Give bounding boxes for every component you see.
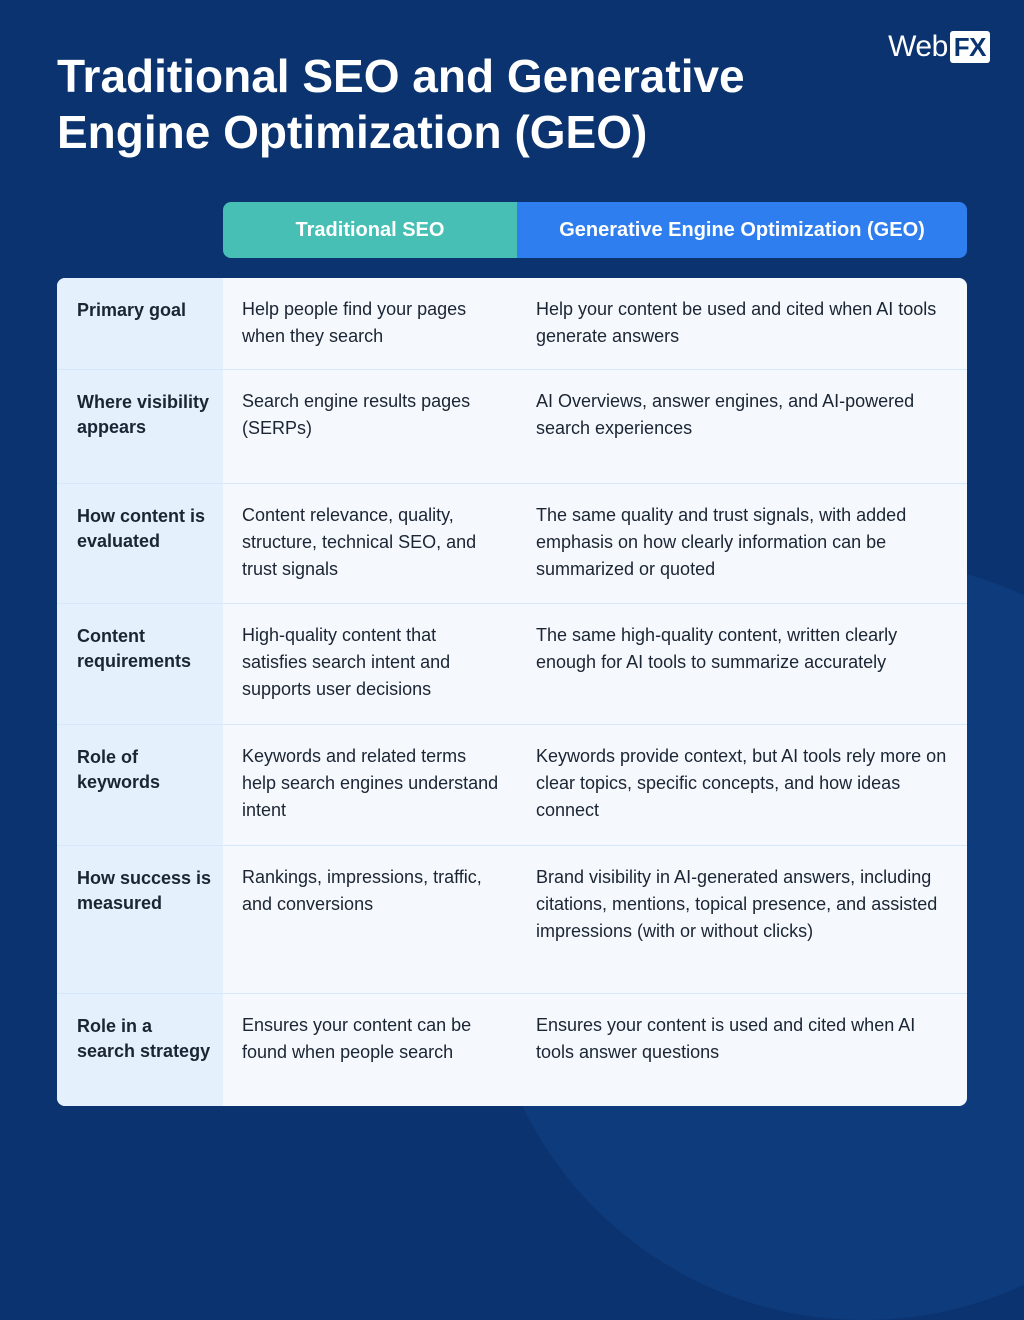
seo-cell: Keywords and related terms help search engines understand intent [242,746,499,820]
seo-cell: Ensures your content can be found when people search [242,1015,472,1062]
geo-cell: Ensures your content is used and cited when AI tools answer questions [536,1015,916,1062]
row-label: Primary goal [57,278,223,369]
seo-cell: Rankings, impressions, traffic, and conversions [242,867,482,914]
page-title: Traditional SEO and Generative Engine Optimization (GEO) [57,50,745,158]
geo-cell: The same high-quality content, written clearly enough for AI tools to summarize accurately [536,625,898,672]
seo-cell: Content relevance, quality, structure, technical SEO, and trust signals [242,505,477,579]
logo-fx-badge: FX [950,31,990,63]
table-row-primary-goal [57,278,967,369]
comparison-table [57,278,967,1106]
table-row-role-of-keywords [57,724,967,845]
row-label: How content is evaluated [57,484,223,603]
seo-cell: Search engine results pages (SERPs) [242,391,471,438]
column-headers [223,202,967,258]
table-row-how-success-is-measured [57,845,967,993]
table-row-content-requirements [57,603,967,724]
seo-cell: High-quality content that satisfies search intent and supports user decisions [242,625,451,699]
row-label: Where visibility appears [57,370,223,483]
row-label: Role of keywords [57,725,223,845]
geo-cell: Brand visibility in AI-generated answers, including citations, mentions, topical presence, and assisted impressions (with or without clicks) [536,867,938,941]
table-row-how-content-is-evaluated [57,483,967,603]
table-row-role-in-search-strategy [57,993,967,1106]
table-row-where-visibility-appears [57,369,967,483]
row-label: Content requirements [57,604,223,724]
row-label: How success is measured [57,846,223,993]
logo-web-text: Web [888,30,948,63]
column-header-geo: Generative Engine Optimization (GEO) [517,202,967,258]
seo-cell: Help people find your pages when they search [242,299,467,346]
geo-cell: Keywords provide context, but AI tools rely more on clear topics, specific concepts, and how ideas connect [536,746,947,820]
geo-cell: Help your content be used and cited when AI tools generate answers [536,299,937,346]
row-label: Role in a search strategy [57,994,223,1106]
geo-cell: AI Overviews, answer engines, and AI-powered search experiences [536,391,915,438]
webfx-logo [888,30,990,64]
column-header-traditional-seo: Traditional SEO [223,202,517,258]
geo-cell: The same quality and trust signals, with added emphasis on how clearly information can be summarized or quoted [536,505,907,579]
